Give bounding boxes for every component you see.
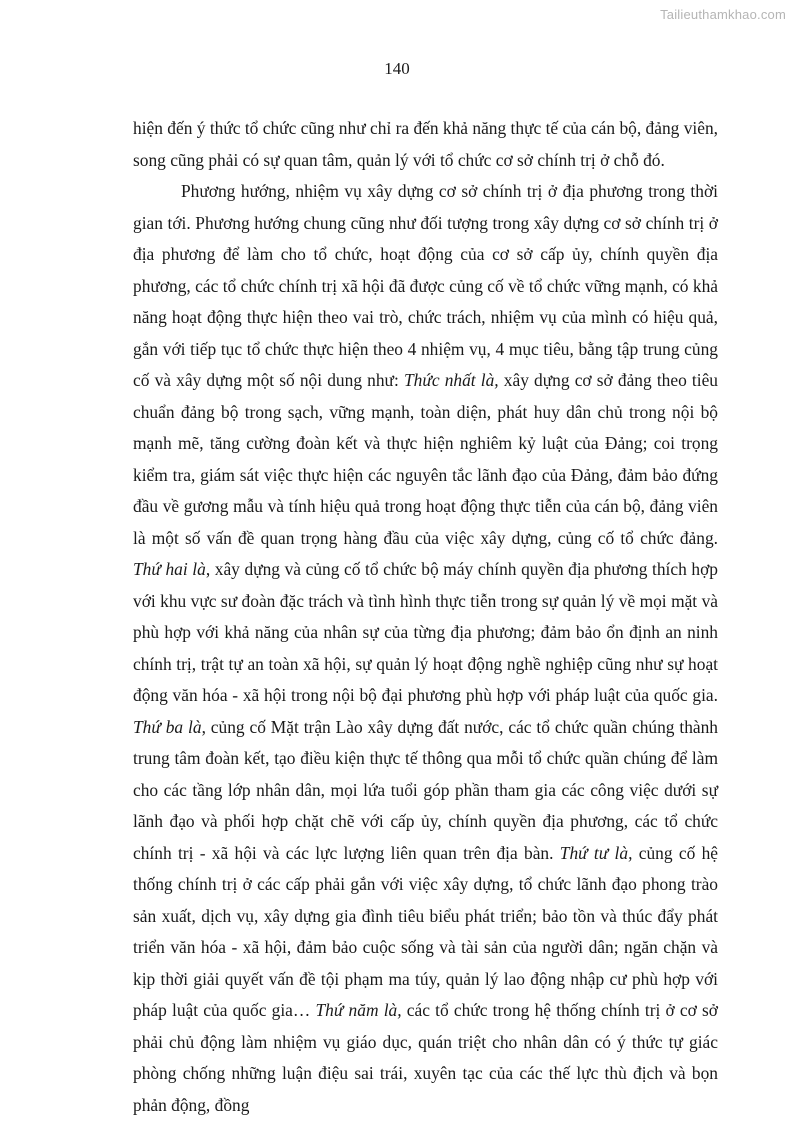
text-run: củng cố hệ thống chính trị ở các cấp phải gắn với việc xây dựng, tổ chức lãnh đạo phong trào sản xuất, dịch vụ, xây dựng gia đình tiêu biểu phát triển; bảo tồn và thúc đẩy phát triển văn hóa - xã hội, đảm bảo cuộc sống và tài sản của người dân; ngăn chặn và kịp thời giải quyết vấn đề tội phạm ma túy, quản lý lao động nhập cư phù hợp với pháp luật của quốc gia… [133,842,718,1020]
italic-heading-fourth: Thứ tư là, [559,842,633,863]
text-run: , xây dựng và củng cố tổ chức bộ máy chính quyền địa phương thích hợp với khu vực sư đoàn đặc trách và tình hình thực tiễn trong sự quản lý về mọi mặt và phù hợp với khả năng của nhân sự của từng địa phương; đảm bảo ổn định an ninh chính trị, trật tự an toàn xã hội, sự quản lý hoạt động nghề nghiệp cũng như sự hoạt động văn hóa - xã hội trong nội bộ đại phương phù hợp với pháp luật của quốc gia. [133,559,718,705]
paragraph-continued: hiện đến ý thức tổ chức cũng như chỉ ra đến khả năng thực tế của cán bộ, đảng viên, song cũng phải có sự quan tâm, quản lý với tổ chức cơ sở chính trị ở chỗ đó. [133,118,718,170]
italic-heading-second: Thứ hai là [133,559,206,579]
italic-heading-fifth: Thứ năm là, [315,1000,402,1020]
text-run: các tổ chức trong hệ thống chính trị ở cơ sở phải chủ động làm nhiệm vụ giáo dục, quán triệt cho nhân dân có ý thức tự giác phòng chống những luận điệu sai trái, xuyên tạc của các thế lực thù địch và bọn phản động, đồng [133,1000,719,1115]
paragraph-directions [133,176,718,1121]
document-body [133,113,718,1121]
page-number: 140 [384,59,410,78]
watermark: Tailieuthamkhao.com [660,7,786,22]
italic-heading-third: Thứ ba là [133,716,202,737]
text-run: Phương hướng, nhiệm vụ xây dựng cơ sở chính trị ở địa phương trong thời gian tới. Phương hướng chung cũng như đối tượng trong xây dựng cơ sở chính trị ở địa phương để làm cho tổ chức, hoạt động của cơ sở cấp ủy, chính quyền địa phương, các tổ chức chính trị xã hội đã được củng cố về tổ chức vững mạnh, có khả năng hoạt động thực hiện theo vai trò, chức trách, nhiệm vụ của mình có hiệu quả, gắn với tiếp tục tổ chức thực hiện theo 4 nhiệm vụ, 4 mục tiêu, bằng tập trung củng cố và xây dựng một số nội dung như: [133,181,718,390]
text-run: xây dựng cơ sở đảng theo tiêu chuẩn đảng bộ trong sạch, vững mạnh, toàn diện, phát huy dân chủ trong nội bộ mạnh mẽ, tăng cường đoàn kết và thực hiện nghiêm kỷ luật của Đảng; coi trọng kiểm tra, giám sát việc thực hiện các nguyên tắc lãnh đạo của Đảng, đảm bảo đứng đầu về gương mẫu và tính hiệu quả trong hoạt động thực tiễn của cán bộ, đảng viên là một số vấn đề quan trọng hàng đầu của việc xây dựng, củng cố tổ chức đảng. [133,370,719,548]
italic-heading-first: Thức nhất là, [403,370,499,390]
text-run: , củng cố Mặt trận Lào xây dựng đất nước, các tổ chức quần chúng thành trung tâm đoàn kết, tạo điều kiện thực tế thông qua mỗi tổ chức quần chúng để làm cho các tầng lớp nhân dân, mọi lứa tuổi góp phần tham gia các công việc dưới sự lãnh đạo và phối hợp chặt chẽ với cấp ủy, chính quyền địa phương, các tổ chức chính trị - xã hội và các lực lượng liên quan trên địa bàn. [133,716,718,863]
